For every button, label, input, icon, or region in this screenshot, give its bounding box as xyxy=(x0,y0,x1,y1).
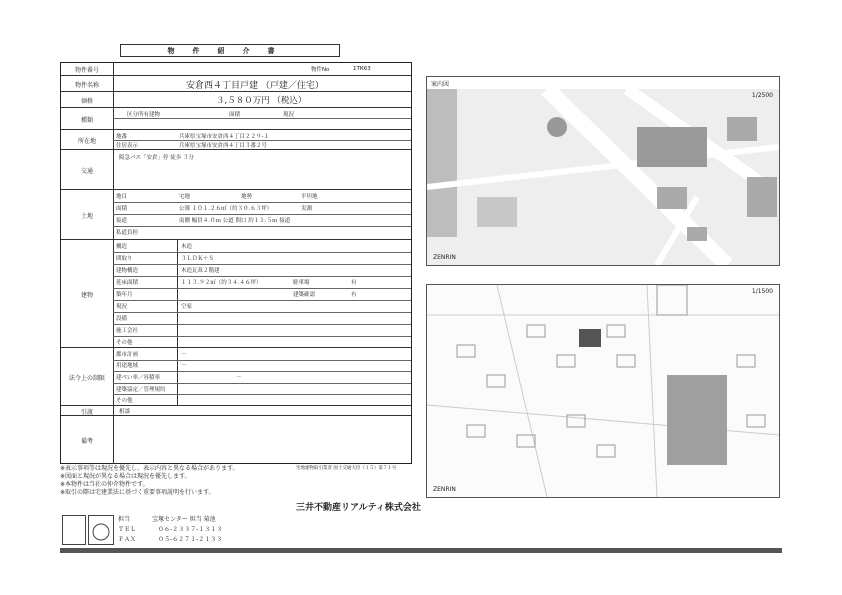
map-bottom-scale: 1/1500 xyxy=(751,288,773,295)
map-top-drawing xyxy=(427,77,779,265)
property-no-label: 物件No xyxy=(311,67,330,73)
contact-block xyxy=(118,517,222,543)
map-bottom xyxy=(426,284,780,498)
building-field-label-2: 建築確認 xyxy=(293,292,316,298)
fax-value: ０５‐６２７１‐２１３３ xyxy=(157,536,223,543)
land-label xyxy=(61,190,114,240)
building-field-label: 間取り xyxy=(116,256,133,262)
terrain-label: 地勢 xyxy=(241,194,253,200)
road-value: 南側 幅員４.０ｍ 公道 間口 約１１.５ｍ 接道 xyxy=(179,218,291,224)
type-col-1: 区分所有建物 xyxy=(127,112,161,118)
remarks-label: 備考 xyxy=(61,416,114,464)
building-field-label: 現況 xyxy=(116,304,128,310)
fax-label: ＦＡＸ xyxy=(118,536,137,543)
land-area-label: 面積 xyxy=(116,206,128,212)
building-field-value: １１３.９２㎡（約３４.４６坪） xyxy=(181,280,262,286)
building-field-value-2: 有 xyxy=(351,292,357,298)
property-marker xyxy=(579,329,601,347)
price-label: 価格 xyxy=(61,92,114,108)
price-value: ３,５８０万円 （税込） xyxy=(216,96,307,106)
form-row-id xyxy=(61,63,411,75)
building-field-label: 設備 xyxy=(116,316,128,322)
type-label: 種類 xyxy=(61,108,114,130)
map-top xyxy=(426,76,780,266)
legal-field-label: 建築協定／管理規約 xyxy=(116,386,166,393)
building-field-value: 木造瓦葺２階建 xyxy=(181,268,220,274)
property-form xyxy=(60,62,412,464)
building-field-value-2: 有 xyxy=(351,280,357,286)
stamp-box-1 xyxy=(62,515,86,545)
property-name-label: 物件名称 xyxy=(61,76,114,92)
land-type-value: 宅地 xyxy=(179,194,191,200)
private-road-label: 私道負担 xyxy=(116,230,139,236)
building-field-label: その他 xyxy=(116,340,133,346)
building-label: 建物 xyxy=(61,240,114,348)
address-value: 兵庫県宝塚市安倉西４丁目３番２号 xyxy=(179,142,268,149)
property-no-value: 1ТК63 xyxy=(353,66,371,72)
survey-label: 実測 xyxy=(301,206,313,212)
traffic-label: 交通 xyxy=(61,150,114,190)
building-field-label: 構造 xyxy=(116,244,128,250)
notes-block xyxy=(60,466,290,498)
form-row-remarks xyxy=(61,415,411,464)
tel-value: ０６‐２３３７‐１３１３ xyxy=(157,526,223,533)
building-field-value: ３ＬＤＫ＋Ｓ xyxy=(181,256,215,262)
lot-number-value: 兵庫県宝塚市安倉西４丁目２２９‐１ xyxy=(179,133,269,140)
map-bottom-drawing xyxy=(427,285,779,497)
property-name: 安倉西４丁目戸建 （戸建／住宅） xyxy=(186,80,324,91)
property-number-label: 物件番号 xyxy=(61,63,114,75)
building-field-label: 建物構造 xyxy=(116,268,139,274)
handover-label: 引渡 xyxy=(61,406,114,416)
dept-label: 担当 xyxy=(118,516,131,523)
lot-number-label: 地番 xyxy=(116,133,128,140)
traffic-value: 阪急バス「安倉」停 徒歩 ３分 xyxy=(119,155,194,161)
form-row-traffic xyxy=(61,149,411,190)
tel-label: ＴＥＬ xyxy=(118,526,137,533)
seal-icon xyxy=(89,516,113,544)
land-section-label: 土地 xyxy=(80,212,93,220)
location-label: 所在地 xyxy=(61,130,114,150)
legal-field-value: － xyxy=(181,363,187,370)
dept-value: 宝塚センター 担当 菊池 xyxy=(151,516,216,523)
form-row-legal xyxy=(61,347,411,406)
form-row-type xyxy=(61,107,411,130)
type-col-3: 現況 xyxy=(283,112,295,118)
map-bottom-credit: ZENRIN xyxy=(433,486,456,493)
stamp-box-2 xyxy=(88,515,114,545)
company-name: 三井不動産リアルティ株式会社 xyxy=(296,503,421,513)
legal-field-label: 都市計画 xyxy=(116,351,139,358)
land-type-label: 地目 xyxy=(116,194,128,200)
map-top-scale: 1/2500 xyxy=(751,92,773,99)
building-field-label: 延床面積 xyxy=(116,280,139,286)
map-top-header: 案内図 xyxy=(427,77,780,90)
address-label: 住居表示 xyxy=(116,142,139,149)
note-3: ※本物件は当社の仲介物件です。 xyxy=(60,481,149,488)
form-row-price xyxy=(61,91,411,108)
type-col-2: 面積 xyxy=(229,112,241,118)
form-row-location xyxy=(61,129,411,150)
note-2: ※図面と現況が異なる場合は現況を優先します。 xyxy=(60,473,191,480)
land-area-value: 公簿 １０１.２６㎡（約３０.６３坪） xyxy=(179,206,273,212)
legal-field-value: － xyxy=(236,374,242,381)
building-field-label-2: 駐車場 xyxy=(293,280,310,286)
building-field-label: 築年月 xyxy=(116,292,133,298)
license-text: 宅地建物取引業者 国土交通大臣（１５）第７１号 xyxy=(296,466,397,471)
terrain-value: 平坦地 xyxy=(301,194,318,200)
legal-label: 法令上の制限 xyxy=(61,348,114,406)
legal-field-value: － xyxy=(181,351,187,358)
handover-value: 相談 xyxy=(119,409,131,415)
footer-band xyxy=(60,548,782,553)
legal-field-label: 建ぺい率／容積率 xyxy=(116,374,161,381)
road-label: 接道 xyxy=(116,218,128,224)
form-row-land xyxy=(61,189,411,240)
legal-field-label: 用途地域 xyxy=(116,363,139,370)
note-4: ※取引の際は宅建業法に基づく重要事項説明を行います。 xyxy=(60,489,215,496)
building-field-value: 木造 xyxy=(181,244,193,250)
form-row-name xyxy=(61,75,411,92)
map-top-credit: ZENRIN xyxy=(433,254,456,261)
sheet-title: 物件紹介書 xyxy=(120,44,340,57)
legal-field-label: その他 xyxy=(116,398,133,405)
building-field-label: 施工会社 xyxy=(116,328,139,334)
building-field-value: 空家 xyxy=(181,304,193,310)
note-1: ※表示事項等は現況を優先し、表示内容と異なる場合があります。 xyxy=(60,465,239,472)
form-row-building xyxy=(61,239,411,348)
